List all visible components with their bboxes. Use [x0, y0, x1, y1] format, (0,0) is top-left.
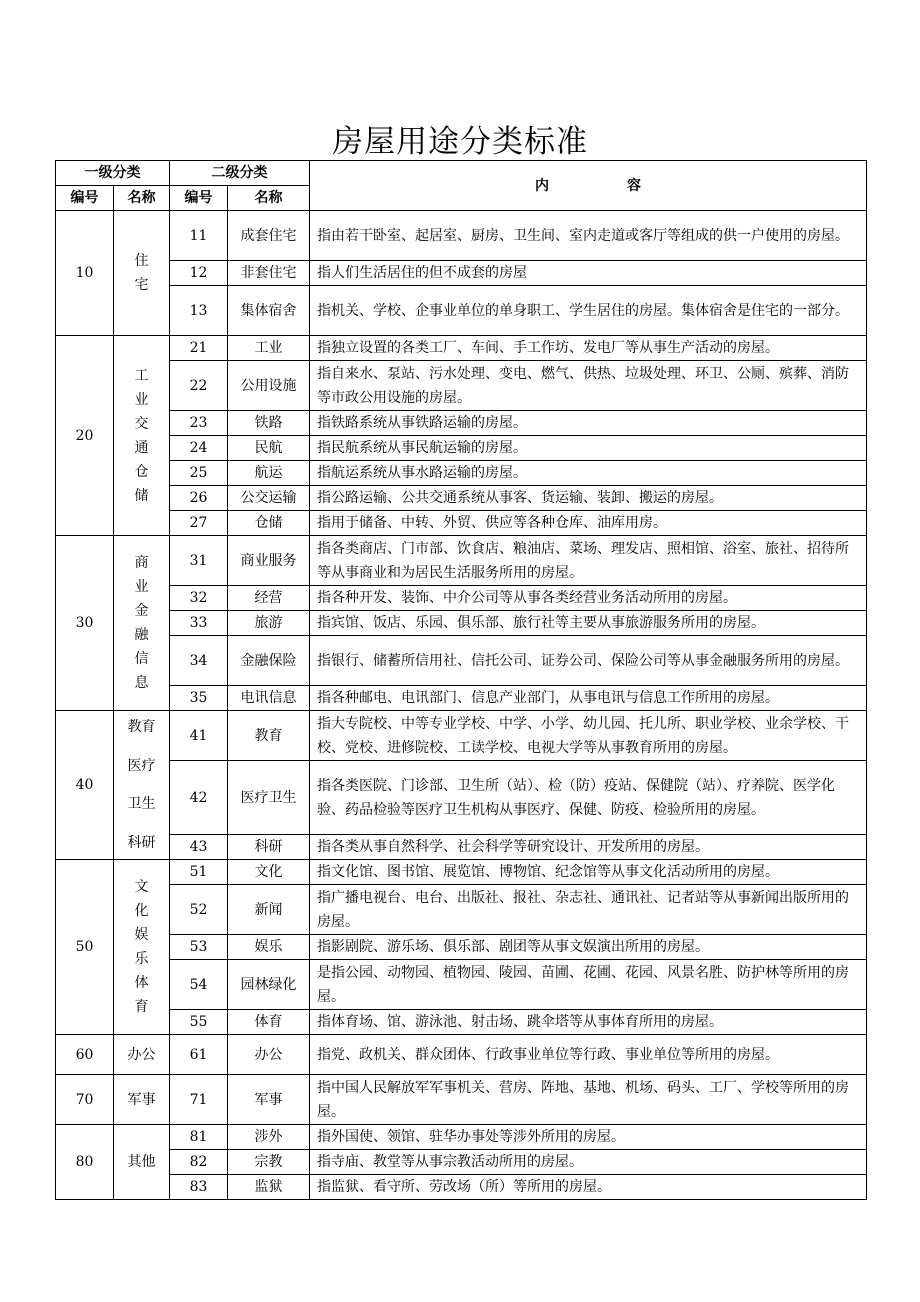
- group-name: [114, 1125, 170, 1200]
- sub-content: 指各类从事自然科学、社会科学等研究设计、开发所用的房屋。: [310, 835, 867, 860]
- table-row: [56, 286, 867, 336]
- sub-name: 科研: [228, 835, 310, 860]
- sub-name: 公用设施: [228, 361, 310, 411]
- sub-content: 指铁路系统从事铁路运输的房屋。: [310, 411, 867, 436]
- sub-code: 51: [170, 860, 228, 885]
- table-row: [56, 860, 867, 885]
- table-row: [56, 511, 867, 536]
- sub-content: 指银行、储蓄所信用社、信托公司、证券公司、保险公司等从事金融服务所用的房屋。: [310, 636, 867, 686]
- table-row: [56, 1010, 867, 1035]
- table-row: [56, 336, 867, 361]
- sub-code: 32: [170, 586, 228, 611]
- group-name-label: 住宅: [134, 253, 149, 293]
- sub-content: 指中国人民解放军军事机关、营房、阵地、基地、机场、码头、工厂、学校等所用的房屋。: [310, 1075, 867, 1125]
- sub-name: 教育: [228, 711, 310, 761]
- sub-content: 指民航系统从事民航运输的房屋。: [310, 436, 867, 461]
- group-name-label: 商业金融信息: [134, 555, 149, 691]
- sub-code: 27: [170, 511, 228, 536]
- sub-code: 24: [170, 436, 228, 461]
- sub-code: 23: [170, 411, 228, 436]
- group-code: 30: [56, 536, 114, 711]
- sub-content: 指航运系统从事水路运输的房屋。: [310, 461, 867, 486]
- sub-content: 指党、政机关、群众团体、行政事业单位等行政、事业单位等所用的房屋。: [310, 1035, 867, 1075]
- header-l1-code: 编号: [56, 186, 114, 211]
- group-name-label: 工业交通仓储: [134, 367, 149, 504]
- sub-content: 指人们生活居住的但不成套的房屋: [310, 261, 867, 286]
- sub-name: 集体宿舍: [228, 286, 310, 336]
- sub-content: 指大专院校、中等专业学校、中学、小学、幼儿园、托儿所、职业学校、业余学校、干校、党校、进修院校、工读学校、电视大学等从事教育所用的房屋。: [310, 711, 867, 761]
- page-title: 房屋用途分类标准: [332, 124, 588, 160]
- sub-content: 指外国使、领馆、驻华办事处等涉外所用的房屋。: [310, 1125, 867, 1150]
- group-name: [114, 860, 170, 1035]
- sub-name: 宗教: [228, 1150, 310, 1175]
- sub-code: 41: [170, 711, 228, 761]
- header-l2-code: 编号: [170, 186, 228, 211]
- sub-name: 旅游: [228, 611, 310, 636]
- table-row: [56, 960, 867, 1010]
- sub-name: 体育: [228, 1010, 310, 1035]
- group-code: 80: [56, 1125, 114, 1200]
- sub-code: 33: [170, 611, 228, 636]
- sub-content: 指独立设置的各类工厂、车间、手工作坊、发电厂等从事生产活动的房屋。: [310, 336, 867, 361]
- group-name-label: 文化娱乐体育: [134, 879, 149, 1015]
- sub-code: 54: [170, 960, 228, 1010]
- table-row: [56, 1035, 867, 1075]
- sub-name: 民航: [228, 436, 310, 461]
- sub-content: 指寺庙、教堂等从事宗教活动所用的房屋。: [310, 1150, 867, 1175]
- sub-code: 53: [170, 935, 228, 960]
- table-row: [56, 486, 867, 511]
- table-row: [56, 835, 867, 860]
- group-code: 60: [56, 1035, 114, 1075]
- header-level2: 二级分类: [170, 161, 310, 186]
- sub-content: 指广播电视台、电台、出版社、报社、杂志社、通讯社、记者站等从事新闻出版所用的房屋。: [310, 885, 867, 935]
- sub-content: 是指公园、动物园、植物园、陵园、苗圃、花圃、花园、风景名胜、防护林等所用的房屋。: [310, 960, 867, 1010]
- sub-code: 81: [170, 1125, 228, 1150]
- group-name: [114, 536, 170, 711]
- sub-code: 21: [170, 336, 228, 361]
- table-row: [56, 411, 867, 436]
- group-name: [114, 711, 170, 860]
- sub-content: 指宾馆、饭店、乐园、俱乐部、旅行社等主要从事旅游服务所用的房屋。: [310, 611, 867, 636]
- table-row: [56, 461, 867, 486]
- group-name-label: 办公: [127, 1046, 156, 1063]
- sub-name: 办公: [228, 1035, 310, 1075]
- header-l2-name: 名称: [228, 186, 310, 211]
- sub-content: 指自来水、泵站、污水处理、变电、燃气、供热、垃圾处理、环卫、公厕、殡葬、消防等市政公用设施的房屋。: [310, 361, 867, 411]
- table-row: [56, 536, 867, 586]
- group-code: 50: [56, 860, 114, 1035]
- header-content: 内 容: [310, 161, 867, 211]
- sub-name: 仓储: [228, 511, 310, 536]
- table-body: [56, 211, 867, 1200]
- sub-content: 指公路运输、公共交通系统从事客、货运输、装卸、搬运的房屋。: [310, 486, 867, 511]
- header-l1-name: 名称: [114, 186, 170, 211]
- sub-name: 涉外: [228, 1125, 310, 1150]
- sub-code: 31: [170, 536, 228, 586]
- table-row: [56, 261, 867, 286]
- table-row: [56, 885, 867, 935]
- table-row: [56, 686, 867, 711]
- sub-content: 指用于储备、中转、外贸、供应等各种仓库、油库用房。: [310, 511, 867, 536]
- sub-code: 11: [170, 211, 228, 261]
- sub-code: 82: [170, 1150, 228, 1175]
- sub-content: 指文化馆、图书馆、展览馆、博物馆、纪念馆等从事文化活动所用的房屋。: [310, 860, 867, 885]
- sub-code: 52: [170, 885, 228, 935]
- sub-code: 42: [170, 761, 228, 835]
- sub-name: 园林绿化: [228, 960, 310, 1010]
- sub-code: 71: [170, 1075, 228, 1125]
- sub-content: 指各种邮电、电讯部门、信息产业部门，从事电讯与信息工作所用的房屋。: [310, 686, 867, 711]
- sub-content: 指影剧院、游乐场、俱乐部、剧团等从事文娱演出所用的房屋。: [310, 935, 867, 960]
- table-row: [56, 361, 867, 411]
- sub-code: 13: [170, 286, 228, 336]
- table-row: [56, 436, 867, 461]
- sub-content: 指机关、学校、企事业单位的单身职工、学生居住的房屋。集体宿舍是住宅的一部分。: [310, 286, 867, 336]
- sub-name: 娱乐: [228, 935, 310, 960]
- header-level1: 一级分类: [56, 161, 170, 186]
- sub-content: 指监狱、看守所、劳改场（所）等所用的房屋。: [310, 1175, 867, 1200]
- group-name-part: 医疗: [127, 757, 156, 774]
- table-row: [56, 636, 867, 686]
- table-row: [56, 586, 867, 611]
- sub-name: 工业: [228, 336, 310, 361]
- sub-name: 成套住宅: [228, 211, 310, 261]
- group-name-label: 其他: [127, 1154, 156, 1170]
- sub-name: 医疗卫生: [228, 761, 310, 835]
- sub-name: 铁路: [228, 411, 310, 436]
- sub-name: 金融保险: [228, 636, 310, 686]
- sub-code: 12: [170, 261, 228, 286]
- group-name: [114, 1035, 170, 1075]
- sub-code: 22: [170, 361, 228, 411]
- sub-code: 55: [170, 1010, 228, 1035]
- sub-code: 35: [170, 686, 228, 711]
- table-row: [56, 761, 867, 835]
- sub-code: 61: [170, 1035, 228, 1075]
- sub-code: 43: [170, 835, 228, 860]
- sub-name: 航运: [228, 461, 310, 486]
- sub-name: 公交运输: [228, 486, 310, 511]
- sub-name: 军事: [228, 1075, 310, 1125]
- group-name: [114, 1075, 170, 1125]
- sub-content: 指各种开发、装饰、中介公司等从事各类经营业务活动所用的房屋。: [310, 586, 867, 611]
- sub-content: 指体育场、馆、游泳池、射击场、跳伞塔等从事体育所用的房屋。: [310, 1010, 867, 1035]
- sub-name: 文化: [228, 860, 310, 885]
- sub-name: 非套住宅: [228, 261, 310, 286]
- table-row: [56, 1125, 867, 1150]
- table-row: [56, 211, 867, 261]
- sub-code: 34: [170, 636, 228, 686]
- table-row: [56, 1150, 867, 1175]
- group-name-label: 军事: [127, 1091, 156, 1108]
- sub-name: 商业服务: [228, 536, 310, 586]
- group-code: 40: [56, 711, 114, 860]
- sub-code: 83: [170, 1175, 228, 1200]
- group-name: [114, 336, 170, 536]
- sub-content: 指由若干卧室、起居室、厨房、卫生间、室内走道或客厅等组成的供一户使用的房屋。: [310, 211, 867, 261]
- table-row: [56, 1075, 867, 1125]
- sub-code: 26: [170, 486, 228, 511]
- sub-code: 25: [170, 461, 228, 486]
- sub-content: 指各类商店、门市部、饮食店、粮油店、菜场、理发店、照相馆、浴室、旅社、招待所等从事商业和为居民生活服务所用的房屋。: [310, 536, 867, 586]
- group-code: 70: [56, 1075, 114, 1125]
- group-name-part: 卫生: [127, 796, 156, 813]
- table-row: [56, 611, 867, 636]
- table-row: [56, 711, 867, 761]
- group-name: [114, 211, 170, 336]
- group-code: 20: [56, 336, 114, 536]
- group-name-part: 教育: [127, 719, 156, 735]
- sub-name: 电讯信息: [228, 686, 310, 711]
- group-name-part: 科研: [127, 834, 156, 851]
- sub-name: 经营: [228, 586, 310, 611]
- table-row: [56, 1175, 867, 1200]
- sub-name: 新闻: [228, 885, 310, 935]
- group-code: 10: [56, 211, 114, 336]
- sub-name: 监狱: [228, 1175, 310, 1200]
- classification-table: [55, 160, 867, 1200]
- table-row: [56, 935, 867, 960]
- sub-content: 指各类医院、门诊部、卫生所（站）、检（防）疫站、保健院（站）、疗养院、医学化验、药品检验等医疗卫生机构从事医疗、保健、防疫、检验所用的房屋。: [310, 761, 867, 835]
